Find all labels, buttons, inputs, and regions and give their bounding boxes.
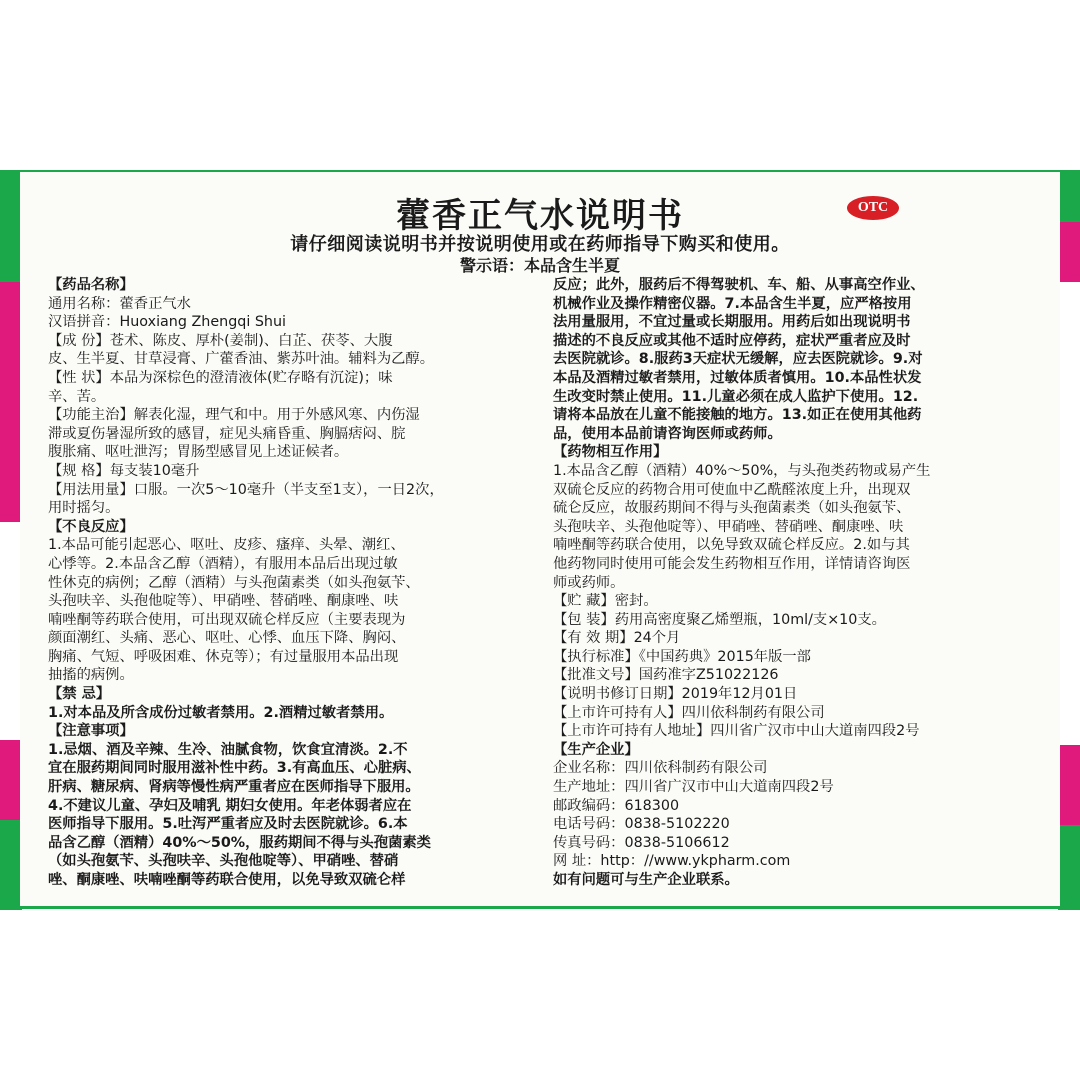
text-line: 网 址：http：//www.ykpharm.com <box>553 853 791 870</box>
left-magenta-band <box>0 282 22 522</box>
text-line: 邮政编码：618300 <box>553 797 680 814</box>
otc-badge: OTC <box>847 196 899 220</box>
text-line: 腹胀痛、呕吐泄泻；胃肠型感冒见上述证候者。 <box>48 444 349 461</box>
text-line: 传真号码：0838-5106612 <box>553 834 730 851</box>
text-line: 企业名称：四川依科制药有限公司 <box>553 760 768 777</box>
text-line: 双硫仑反应的药物合用可使血中乙酰醛浓度上升，出现双 <box>553 481 911 498</box>
text-line: 4.不建议儿童、孕妇及哺乳 期妇女使用。年老体弱者应在 <box>48 797 412 814</box>
text-line: 【成 份】苍术、陈皮、厚朴(姜制)、白芷、茯苓、大腹 <box>48 332 393 349</box>
text-line: 辛、苦。 <box>48 388 106 405</box>
text-line: 1.本品可能引起恶心、呕吐、皮疹、瘙痒、头晕、潮红、 <box>48 537 405 554</box>
text-line: 心悸等。2.本品含乙醇（酒精），有服用本品后出现过敏 <box>48 555 398 572</box>
text-line: 【生产企业】 <box>553 741 639 758</box>
text-line: 【禁 忌】 <box>48 686 111 703</box>
warning-line: 警示语：本品含生半夏 <box>459 256 620 275</box>
text-line: 【执行标准】《中国药典》2015年版一部 <box>553 648 811 665</box>
text-line: 【批准文号】国药准字Z51022126 <box>553 667 779 684</box>
text-line: 皮、生半夏、甘草浸膏、广藿香油、紫苏叶油。辅料为乙醇。 <box>48 351 435 368</box>
document-title: 藿香正气水说明书 <box>396 196 684 236</box>
text-line: 他药物同时使用可能会发生药物相互作用，详情请咨询医 <box>553 555 911 572</box>
text-line: 颜面潮红、头痛、恶心、呕吐、心悸、血压下降、胸闷、 <box>48 630 406 647</box>
right-text-column <box>553 276 1043 890</box>
text-line: 胸痛、气短、呼吸困难、休克等）；有过量服用本品出现 <box>48 648 399 665</box>
text-line: 生改变时禁止使用。11.儿童必须在成人监护下使用。12. <box>553 388 919 405</box>
text-line: 【包 装】药用高密度聚乙烯塑瓶，10ml/支×10支。 <box>553 611 886 628</box>
text-line: 【用法用量】口服。一次5～10毫升（半支至1支），一日2次， <box>48 481 444 498</box>
text-line: 【有 效 期】24个月 <box>553 630 681 647</box>
text-line: 【上市许可持有人地址】四川省广汉市中山大道南四段2号 <box>553 723 920 740</box>
text-line: 【贮 藏】密封。 <box>553 593 658 610</box>
text-line: 唑、酮康唑、呋喃唑酮等药联合使用，以免导致双硫仑样 <box>48 872 406 888</box>
text-line: 宜在服药期间同时服用滋补性中药。3.有高血压、心脏病、 <box>48 760 421 777</box>
text-line: 头孢呋辛、头孢他啶等）、甲硝唑、替硝唑、酮康唑、呋 <box>553 518 904 535</box>
text-line: 抽搐的病例。 <box>48 667 134 684</box>
text-line: 【说明书修订日期】2019年12月01日 <box>553 686 798 703</box>
text-line: 硫仑反应，故服药期间不得与头孢菌素类（如头孢氨苄、 <box>553 500 911 517</box>
text-line: 【药品名称】 <box>48 277 134 293</box>
text-line: 机械作业及操作精密仪器。7.本品含生半夏，应严格按用 <box>553 295 912 312</box>
text-line: 【注意事项】 <box>48 723 134 740</box>
text-line: 头孢呋辛、头孢他啶等）、甲硝唑、替硝唑、酮康唑、呋 <box>48 593 399 610</box>
text-line: 用时摇匀。 <box>48 500 120 517</box>
text-line: 汉语拼音：Huoxiang Zhengqi Shui <box>48 314 287 331</box>
text-line: 【药物相互作用】 <box>553 444 668 461</box>
text-line: 1.对本品及所含成份过敏者禁用。2.酒精过敏者禁用。 <box>48 704 394 721</box>
text-line: 品含乙醇（酒精）40%～50%，服药期间不得与头孢菌素类 <box>48 834 431 851</box>
document-subtitle: 请仔细阅读说明书并按说明使用或在药师指导下购买和使用。 <box>290 234 790 255</box>
text-line: 通用名称：藿香正气水 <box>48 295 191 312</box>
text-line: 去医院就诊。8.服药3天症状无缓解，应去医院就诊。9.对 <box>553 351 923 368</box>
text-line: 本品及酒精过敏者禁用，过敏体质者慎用。10.本品性状发 <box>553 369 922 386</box>
text-line: 1.本品含乙醇（酒精）40%～50%，与头孢类药物或易产生 <box>553 462 931 479</box>
right-magenta-band-low <box>1058 745 1080 825</box>
left-magenta-band-low <box>0 740 22 820</box>
text-line: 1.忌烟、酒及辛辣、生冷、油腻食物，饮食宜清淡。2.不 <box>48 741 408 758</box>
text-line: 品，使用本品前请咨询医师或药师。 <box>553 425 782 442</box>
text-line: 生产地址：四川省广汉市中山大道南四段2号 <box>553 779 834 796</box>
text-line: 法用量服用，不宜过量或长期服用。用药后如出现说明书 <box>553 314 911 331</box>
text-line: 喃唑酮等药联合使用，以免导致双硫仑样反应。2.如与其 <box>553 537 910 554</box>
text-line: 【性 状】本品为深棕色的澄清液体(贮存略有沉淀)；味 <box>48 369 393 386</box>
text-line: 【规 格】每支装10毫升 <box>48 462 200 479</box>
text-line: 电话号码：0838-5102220 <box>553 816 730 833</box>
text-line: 描述的不良反应或其他不适时应停药，症状严重者应及时 <box>553 332 911 349</box>
text-line: 【上市许可持有人】四川依科制药有限公司 <box>553 704 825 721</box>
text-line: 反应；此外，服药后不得驾驶机、车、船、从事高空作业、 <box>553 277 925 293</box>
left-text-column <box>48 276 532 890</box>
text-line: 喃唑酮等药联合使用，可出现双硫仑样反应（主要表现为 <box>48 611 406 628</box>
text-line: 如有问题可与生产企业联系。 <box>553 872 739 888</box>
text-line: 性休克的病例；乙醇（酒精）与头孢菌素类（如头孢氨苄、 <box>48 574 420 591</box>
text-line: 【功能主治】解表化湿，理气和中。用于外感风寒、内伤湿 <box>48 407 420 424</box>
text-line: 肝病、糖尿病、肾病等慢性病严重者应在医师指导下服用。 <box>48 779 420 796</box>
text-line: 请将本品放在儿童不能接触的地方。13.如正在使用其他药 <box>553 407 922 424</box>
text-line: （如头孢氨苄、头孢呋辛、头孢他啶等）、甲硝唑、替硝 <box>48 853 399 870</box>
text-line: 医师指导下服用。5.吐泻严重者应及时去医院就诊。6.本 <box>48 816 408 833</box>
text-line: 【不良反应】 <box>48 518 134 535</box>
text-line: 师或药师。 <box>553 574 625 591</box>
text-line: 滞或夏伤暑湿所致的感冒，症见头痛昏重、胸膈痞闷、脘 <box>48 425 406 442</box>
